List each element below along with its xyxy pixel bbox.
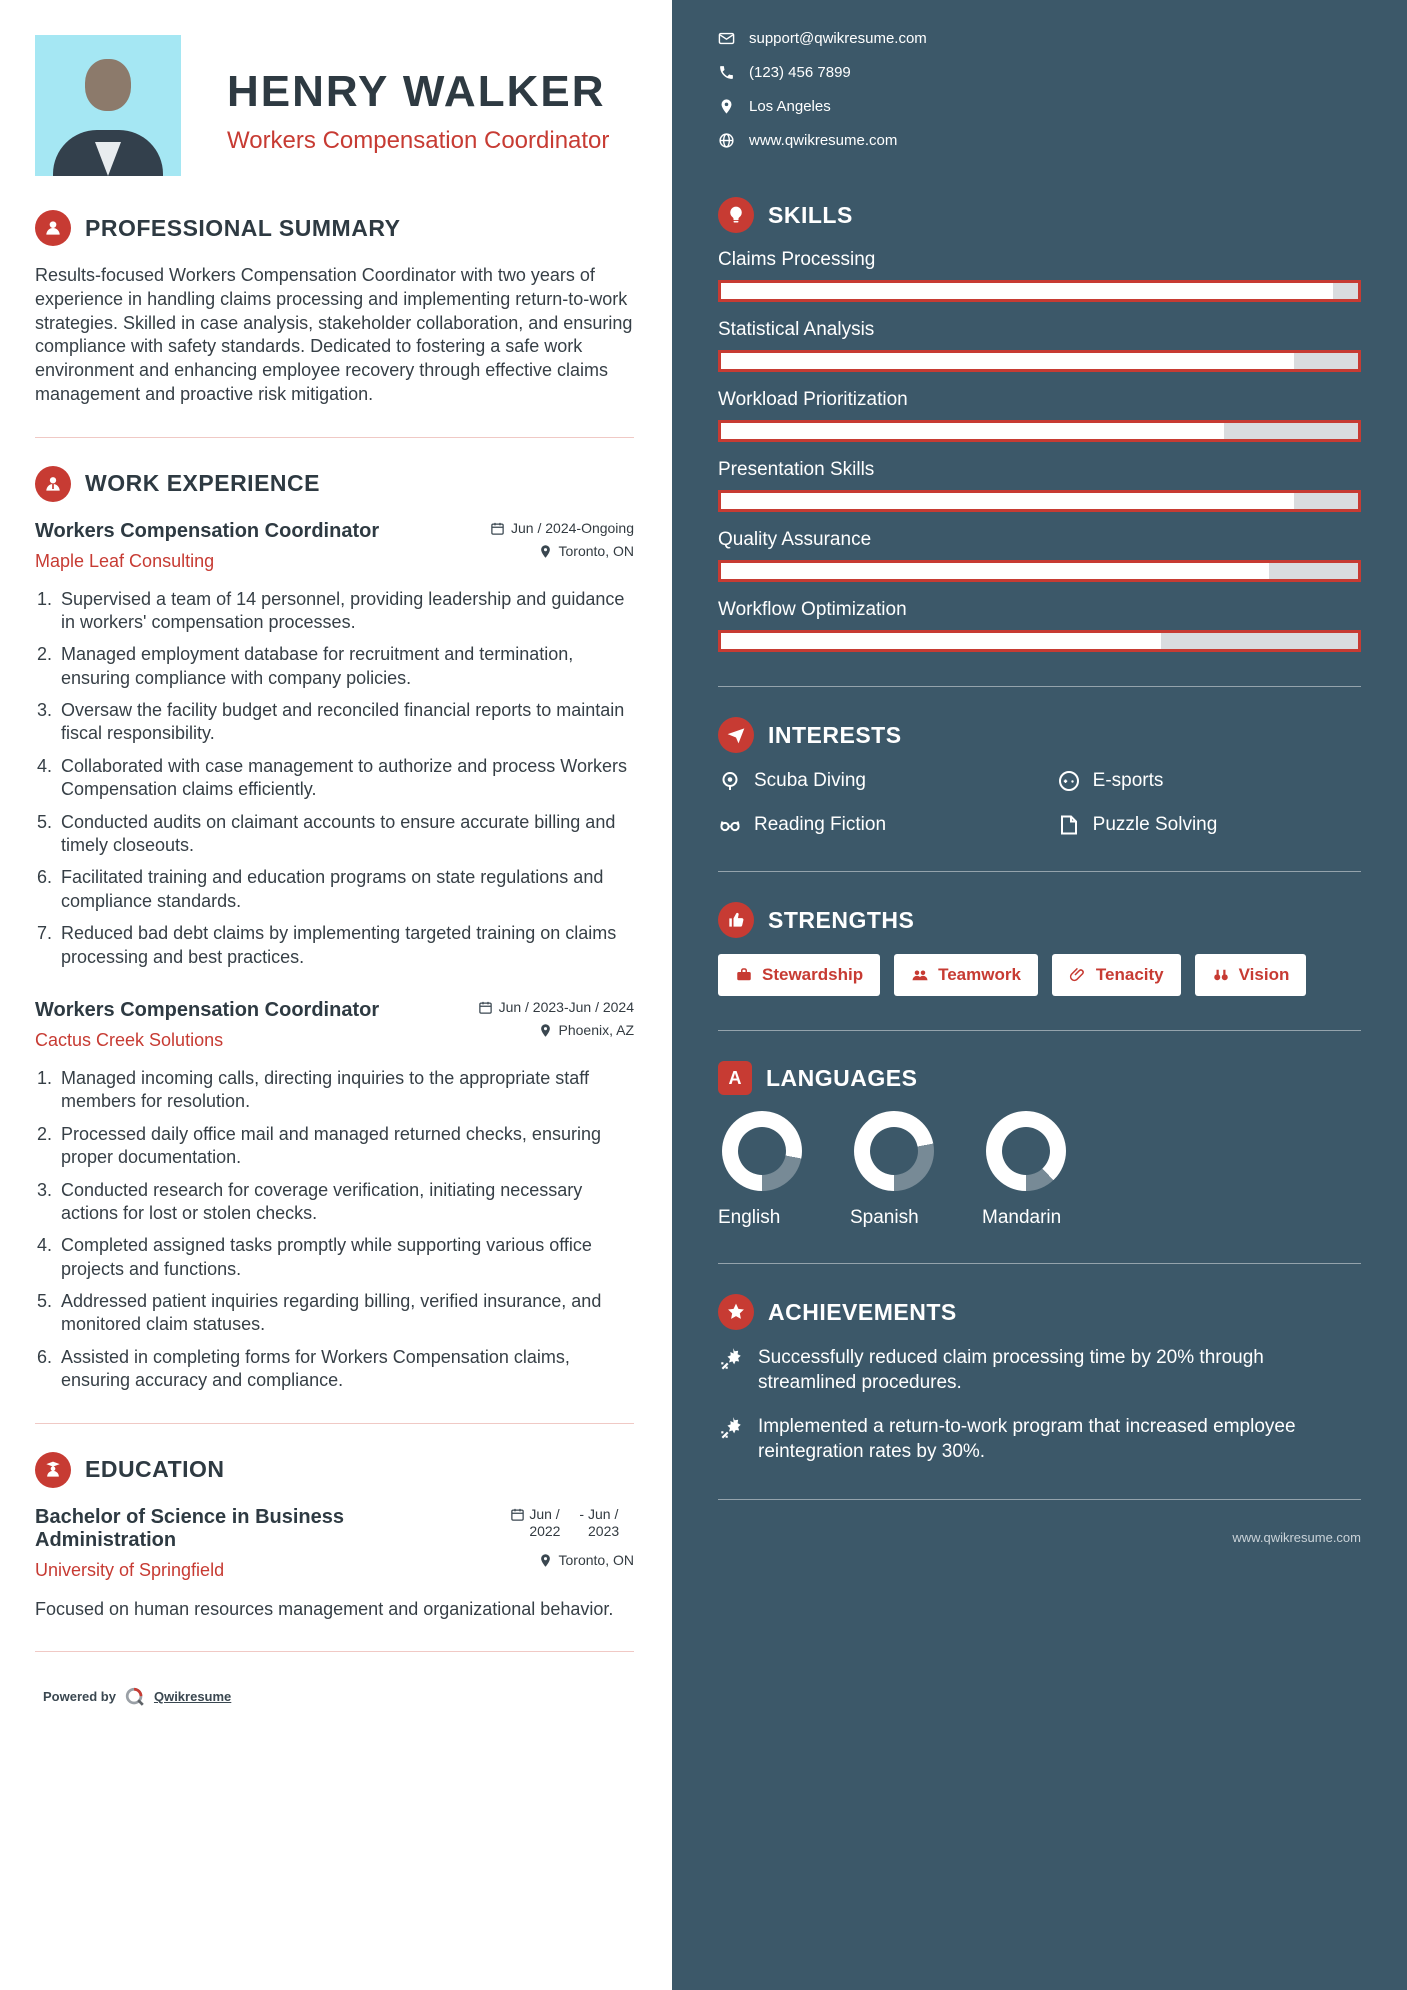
- achievements-section: [718, 1294, 1361, 1465]
- job-company: Maple Leaf Consulting: [35, 550, 215, 571]
- interest-item: [1057, 813, 1361, 837]
- skill-item: [718, 529, 1361, 582]
- languages-row: [718, 1111, 1361, 1229]
- work-section-head: [35, 466, 634, 502]
- qwikresume-logo-icon: [124, 1686, 146, 1708]
- language-label: English: [718, 1207, 781, 1228]
- calendar-icon: [510, 1507, 525, 1522]
- powered-by-footer: [43, 1686, 634, 1708]
- graduate-icon: [35, 1452, 71, 1488]
- skill-item: [718, 389, 1361, 442]
- job-bullet: 2. Processed daily office mail and managed returned checks, ensuring proper documentation.: [57, 1123, 634, 1170]
- award-icon: [718, 1346, 744, 1372]
- skill-label: Workflow Optimization: [718, 599, 907, 620]
- section-divider: [35, 1423, 634, 1424]
- resume-header: [35, 35, 634, 176]
- interest-label: Puzzle Solving: [1092, 814, 1218, 835]
- job-bullet: 1. Supervised a team of 14 personnel, providing leadership and guidance in workers' compensation processes.: [57, 588, 634, 635]
- interests-section-head: [718, 717, 1361, 753]
- person-title: Workers Compensation Coordinator: [227, 127, 610, 154]
- skill-label: Quality Assurance: [718, 529, 872, 550]
- job-title: Workers Compensation Coordinator: [35, 998, 380, 1021]
- language-item: [850, 1111, 934, 1229]
- skill-label: Claims Processing: [718, 249, 876, 270]
- job-company-row: [35, 1022, 634, 1051]
- job-bullet: 3. Conducted research for coverage verification, initiating necessary actions for lost or stolen checks.: [57, 1179, 634, 1226]
- skill-fill: [721, 353, 1294, 369]
- email-icon: [718, 30, 735, 47]
- skill-item: [718, 459, 1361, 512]
- education-location: [538, 1552, 634, 1568]
- panel-divider: [718, 1263, 1361, 1264]
- translate-icon: A: [718, 1061, 752, 1095]
- job-company-row: [35, 543, 634, 572]
- strength-badges: [718, 954, 1361, 996]
- location-pin-icon: [718, 98, 735, 115]
- skill-fill: [721, 493, 1294, 509]
- panel-divider: [718, 1499, 1361, 1500]
- contact-location: [718, 98, 1361, 115]
- contact-website[interactable]: [718, 132, 1361, 149]
- job-bullet: 6. Facilitated training and education programs on state regulations and compliance standards.: [57, 866, 634, 913]
- job-dates: [478, 999, 634, 1015]
- strength-label: Teamwork: [938, 965, 1021, 984]
- award-icon: [718, 1415, 744, 1441]
- job-bullet: 5. Addressed patient inquiries regarding billing, verified insurance, and monitored claim statuses.: [57, 1290, 634, 1337]
- skill-item: [718, 599, 1361, 652]
- skill-fill: [721, 633, 1161, 649]
- languages-section-head: [718, 1061, 1361, 1095]
- achievement-text: Successfully reduced claim processing time by 20% through streamlined procedures.: [758, 1347, 1264, 1393]
- strength-badge: [1052, 954, 1181, 996]
- job-title-row: [35, 999, 634, 1022]
- skill-bar: [718, 280, 1361, 302]
- skill-item: [718, 319, 1361, 372]
- job-location: [538, 1022, 635, 1038]
- language-donut: [722, 1111, 802, 1191]
- strengths-section-head: [718, 902, 1361, 938]
- job-entry-2: [35, 999, 634, 1393]
- header-text: [227, 35, 609, 155]
- skill-label: Statistical Analysis: [718, 319, 875, 340]
- panel-divider: [718, 871, 1361, 872]
- briefcase-icon: [735, 966, 753, 984]
- skill-bar: [718, 630, 1361, 652]
- achievements-heading: ACHIEVEMENTS: [768, 1298, 957, 1325]
- skill-fill: [721, 423, 1224, 439]
- job-dates-text: Jun / 2024-Ongoing: [511, 519, 634, 536]
- panel-divider: [718, 686, 1361, 687]
- scuba-icon: [718, 769, 742, 793]
- language-donut: [854, 1111, 934, 1191]
- interest-label: Reading Fiction: [754, 814, 887, 835]
- language-label: Spanish: [850, 1207, 919, 1228]
- paper-plane-icon: [718, 717, 754, 753]
- job-location-text: Toronto, ON: [558, 542, 634, 559]
- skills-heading: SKILLS: [768, 201, 853, 228]
- interest-label: Scuba Diving: [754, 770, 866, 791]
- education-location-text: Toronto, ON: [558, 1551, 634, 1568]
- main-column: [0, 0, 672, 1990]
- job-entry-1: [35, 520, 634, 969]
- languages-section: [718, 1061, 1361, 1229]
- skill-item: [718, 249, 1361, 302]
- summary-heading: PROFESSIONAL SUMMARY: [85, 214, 401, 241]
- job-dates-text: Jun / 2023-Jun / 2024: [498, 998, 634, 1015]
- language-donut: [986, 1111, 1066, 1191]
- user-icon: [35, 210, 71, 246]
- job-location-text: Phoenix, AZ: [558, 1021, 634, 1038]
- interests-section: [718, 717, 1361, 837]
- contact-block: [718, 30, 1361, 149]
- phone-icon: [718, 64, 735, 81]
- pin-icon: [538, 1023, 553, 1038]
- donut-hole: [1002, 1127, 1050, 1175]
- strengths-heading: STRENGTHS: [768, 906, 915, 933]
- calendar-icon: [490, 521, 505, 536]
- work-section: [35, 466, 634, 1393]
- skill-bar: [718, 560, 1361, 582]
- photo-head-shape: [85, 59, 131, 111]
- job-bullet: 4. Completed assigned tasks promptly while supporting various office projects and functions.: [57, 1234, 634, 1281]
- languages-heading: LANGUAGES: [766, 1064, 918, 1091]
- binoculars-icon: [1212, 966, 1230, 984]
- pin-icon: [538, 544, 553, 559]
- fist-icon: [718, 902, 754, 938]
- skill-fill: [721, 283, 1333, 299]
- sidebar-panel: [672, 0, 1407, 1990]
- lightbulb-icon: [718, 197, 754, 233]
- education-degree: Bachelor of Science in Business Administration: [35, 1505, 344, 1551]
- calendar-icon: [478, 1000, 493, 1015]
- glasses-icon: [718, 813, 742, 837]
- skill-bar: [718, 420, 1361, 442]
- education-title-row: [35, 1506, 634, 1552]
- job-bullet: 2. Managed employment database for recruitment and termination, ensuring compliance with company policies.: [57, 643, 634, 690]
- skill-label: Workload Prioritization: [718, 389, 908, 410]
- job-bullet: 7. Reduced bad debt claims by implementing targeted training on claims processing and best practices.: [57, 922, 634, 969]
- contact-email-text: support@qwikresume.com: [749, 30, 927, 47]
- summary-text: Results-focused Workers Compensation Coordinator with two years of experience in handling claims processing and implementing return-to-work strategies. Skilled in case analysis, stakeholder collaboration, and ensuring compliance with safety standards. Dedicated to fostering a safe work environment and enhancing employee recovery through effective claims management and proactive risk mitigation.: [35, 265, 633, 404]
- education-date-start: Jun / 2022: [529, 1505, 561, 1540]
- strength-badge: [1195, 954, 1307, 996]
- strength-label: Vision: [1238, 965, 1290, 984]
- job-bullet-list: [35, 588, 634, 969]
- skill-bar: [718, 350, 1361, 372]
- job-title: Workers Compensation Coordinator: [35, 519, 380, 542]
- contact-website-text: www.qwikresume.com: [749, 132, 898, 149]
- contact-phone-text: (123) 456 7899: [749, 64, 851, 81]
- interest-label: E-sports: [1092, 770, 1164, 791]
- contact-location-text: Los Angeles: [749, 98, 831, 115]
- strength-badge: [718, 954, 880, 996]
- education-note: Focused on human resources management and organizational behavior.: [35, 1598, 614, 1619]
- achievement-item: [718, 1346, 1361, 1395]
- interests-heading: INTERESTS: [768, 721, 902, 748]
- achievements-section-head: [718, 1294, 1361, 1330]
- pin-icon: [538, 1553, 553, 1568]
- job-bullet: 5. Conducted audits on claimant accounts to ensure accurate billing and timely closeouts.: [57, 811, 634, 858]
- education-dates: [510, 1506, 634, 1541]
- medal-icon: [718, 1294, 754, 1330]
- strength-label: Tenacity: [1095, 965, 1164, 984]
- job-bullet: 1. Managed incoming calls, directing inquiries to the appropriate staff members for resolution.: [57, 1067, 634, 1114]
- panel-divider: [718, 1030, 1361, 1031]
- education-school-row: [35, 1552, 634, 1581]
- strengths-section: [718, 902, 1361, 996]
- donut-hole: [738, 1127, 786, 1175]
- skill-bar: [718, 490, 1361, 512]
- job-bullet: 6. Assisted in completing forms for Workers Compensation claims, ensuring accuracy and compliance.: [57, 1346, 634, 1393]
- paperclip-icon: [1069, 966, 1087, 984]
- skill-fill: [721, 563, 1269, 579]
- donut-hole: [870, 1127, 918, 1175]
- job-title-row: [35, 520, 634, 543]
- interest-item: [718, 769, 1047, 793]
- qwikresume-brand-link[interactable]: Qwikresume: [153, 1689, 232, 1705]
- education-section: [35, 1452, 634, 1621]
- profile-photo: [35, 35, 181, 176]
- team-icon: [911, 966, 929, 984]
- gamepad-icon: [1057, 769, 1081, 793]
- strength-label: Stewardship: [762, 965, 864, 984]
- contact-phone[interactable]: [718, 64, 1361, 81]
- globe-icon: [718, 132, 735, 149]
- education-section-head: [35, 1452, 634, 1488]
- worker-icon: [35, 466, 71, 502]
- skills-section: [718, 197, 1361, 652]
- education-date-end: Jun / 2023: [588, 1505, 620, 1540]
- skills-section-head: [718, 197, 1361, 233]
- achievement-item: [718, 1415, 1361, 1464]
- summary-section: [35, 210, 634, 407]
- education-heading: EDUCATION: [85, 1456, 225, 1483]
- sidebar-footer-site: www.qwikresume.com: [1232, 1529, 1361, 1545]
- contact-email[interactable]: [718, 30, 1361, 47]
- strength-badge: [894, 954, 1038, 996]
- job-bullet-list: [35, 1067, 634, 1393]
- work-heading: WORK EXPERIENCE: [85, 470, 320, 496]
- powered-by-label: Powered by: [43, 1689, 116, 1705]
- education-school: University of Springfield: [35, 1559, 225, 1580]
- interest-item: [1057, 769, 1361, 793]
- language-label: Mandarin: [982, 1207, 1062, 1228]
- job-bullet: 3. Oversaw the facility budget and reconciled financial reports to maintain fiscal responsibility.: [57, 699, 634, 746]
- summary-section-head: [35, 210, 634, 246]
- language-item: [982, 1111, 1066, 1229]
- job-company: Cactus Creek Solutions: [35, 1029, 224, 1050]
- person-name: HENRY WALKER: [227, 67, 606, 116]
- job-dates: [490, 520, 634, 536]
- skill-label: Presentation Skills: [718, 459, 875, 480]
- job-location: [538, 543, 634, 559]
- education-date-separator: -: [579, 1505, 584, 1522]
- section-divider: [35, 437, 634, 438]
- interests-grid: [718, 769, 1361, 837]
- achievement-text: Implemented a return-to-work program that increased employee reintegration rates by 30%.: [758, 1416, 1296, 1463]
- book-icon: [1057, 813, 1081, 837]
- section-divider: [35, 1651, 634, 1652]
- interest-item: [718, 813, 1047, 837]
- job-bullet: 4. Collaborated with case management to authorize and process Workers Compensation claims efficiently.: [57, 755, 634, 802]
- language-item: [718, 1111, 802, 1229]
